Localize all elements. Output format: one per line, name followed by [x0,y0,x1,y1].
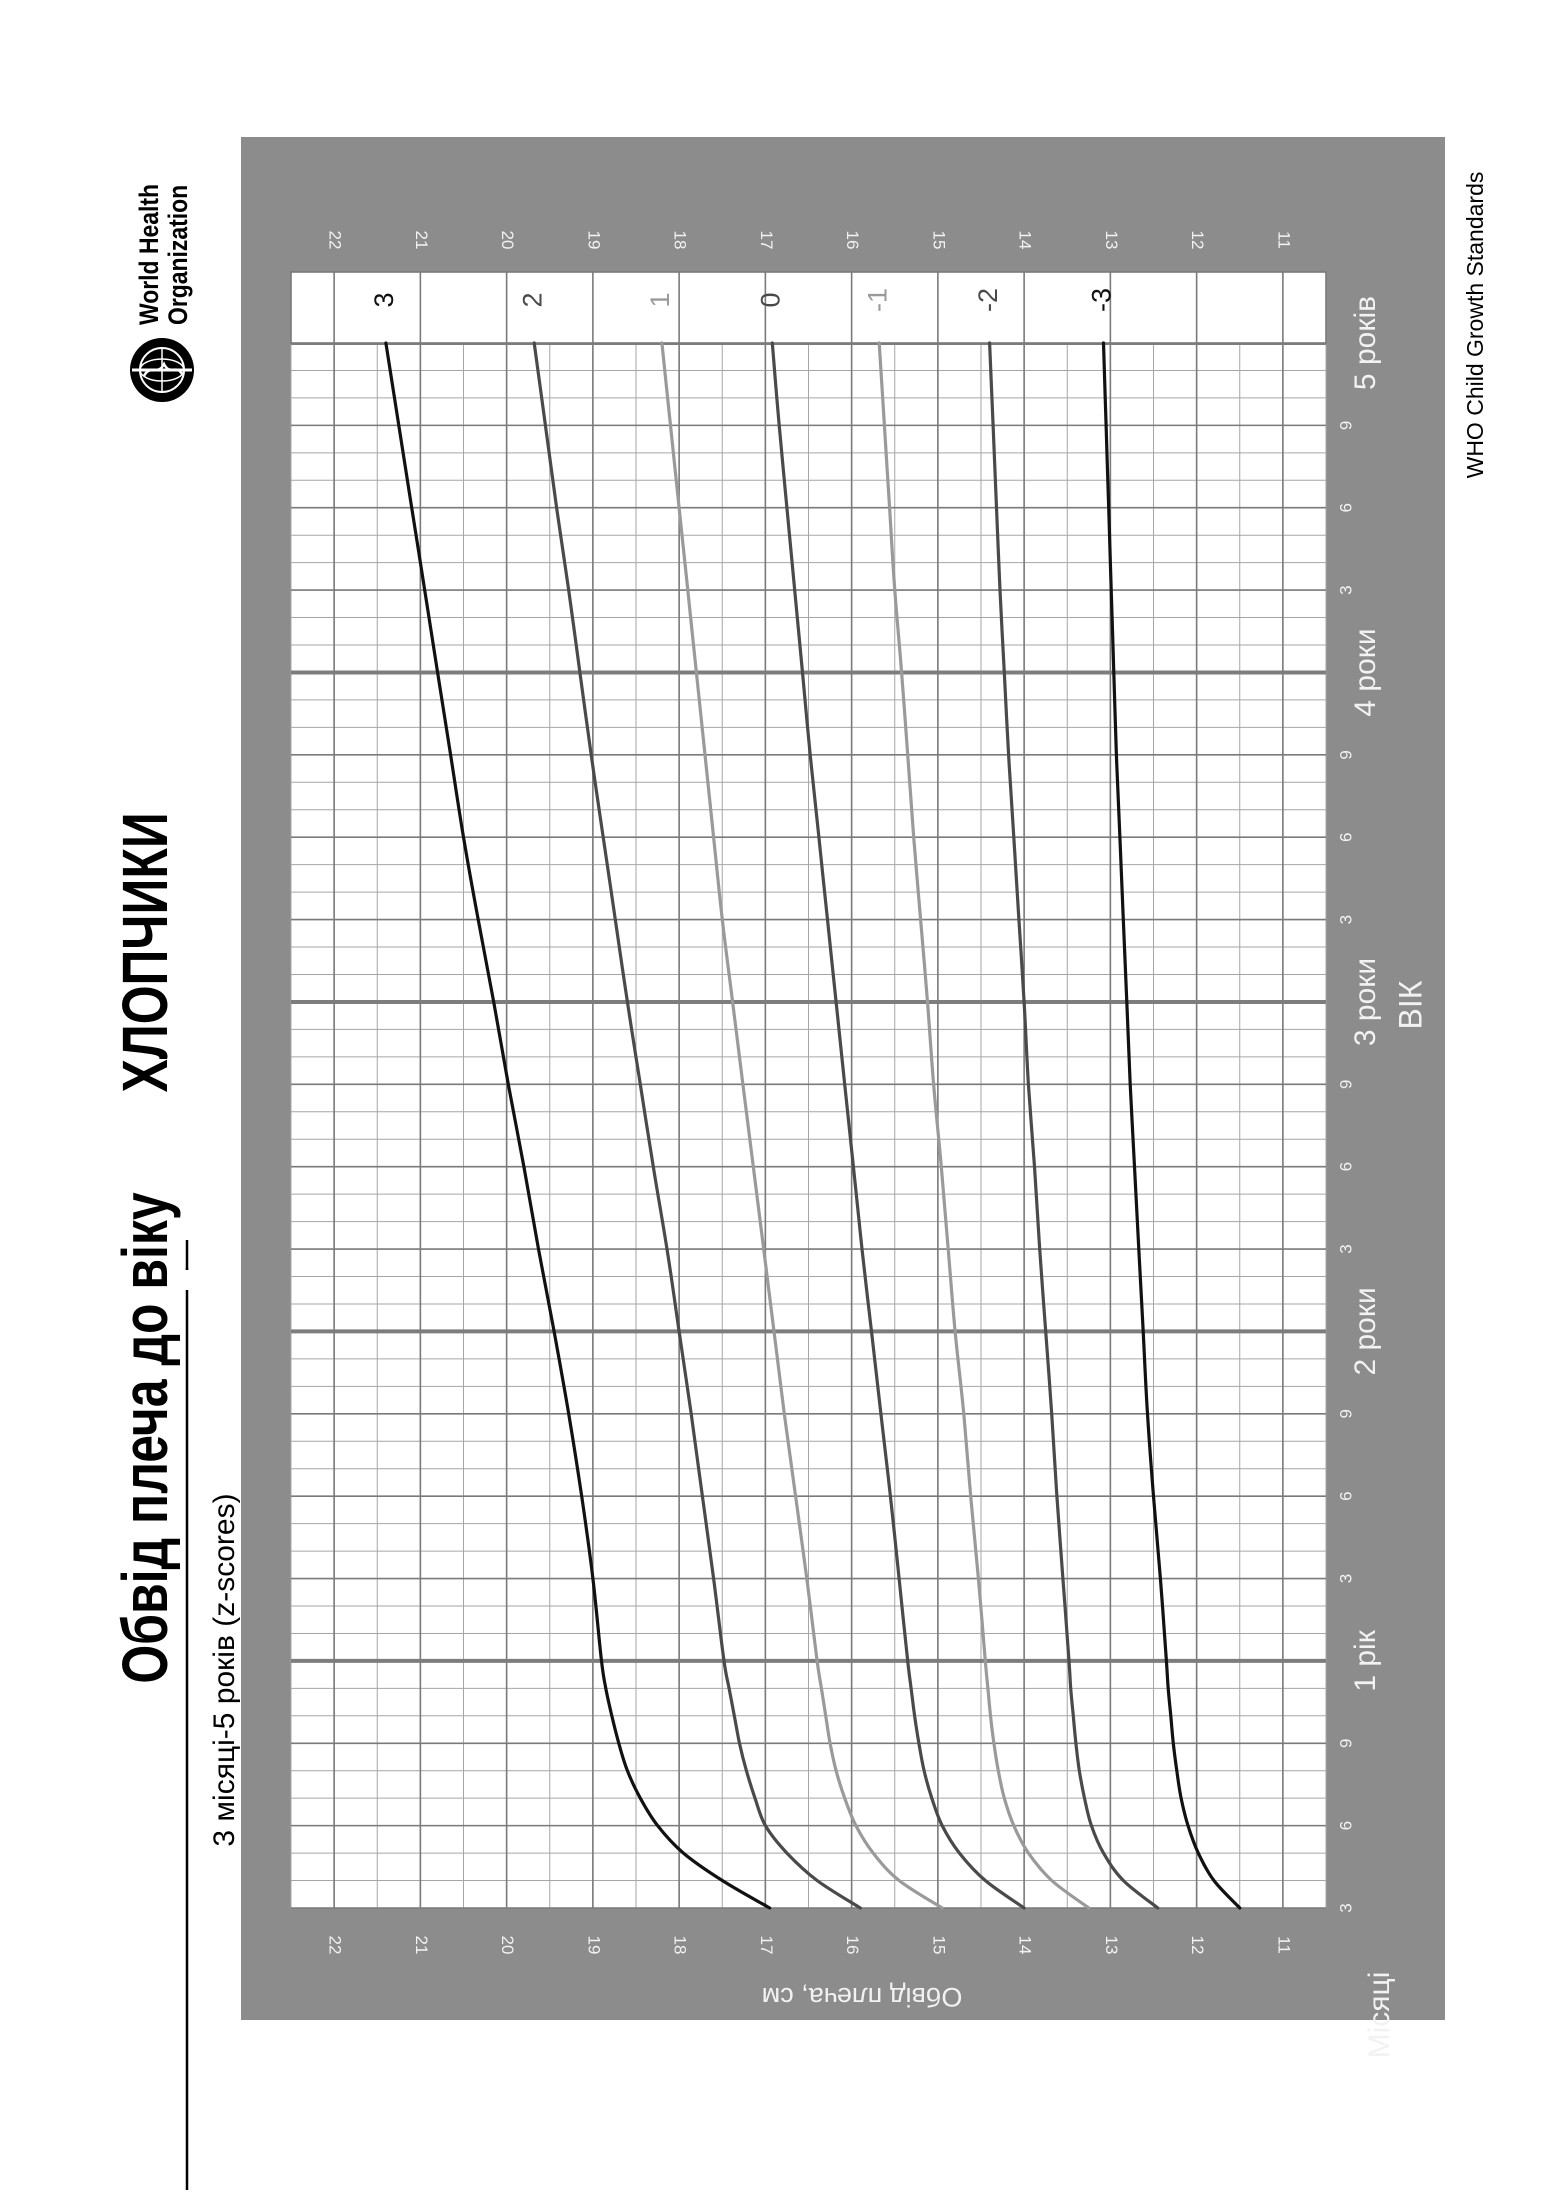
month-tick-label: 6 [1336,1161,1356,1172]
y-tick-label-bottom: 14 [1015,1935,1035,1955]
month-tick-label: 6 [1336,1820,1356,1831]
y-tick-label-top: 13 [1101,230,1121,250]
month-tick-label: 3 [1336,914,1356,925]
y-tick-label-top: 20 [498,230,518,250]
y-tick-label-top: 22 [325,230,345,250]
y-tick-label-bottom: 18 [670,1935,690,1955]
y-tick-label-top: 16 [843,230,863,250]
month-tick-label: 9 [1336,1409,1356,1419]
month-tick-label: 6 [1336,832,1356,842]
month-tick-label: 3 [1336,1573,1356,1584]
y-tick-label-bottom: 11 [1274,1936,1294,1954]
year-tick-label: 4 роки [1348,628,1382,717]
y-tick-label-top: 11 [1274,231,1294,249]
y-tick-label-top: 12 [1188,230,1208,250]
y-axis-title: Обвід плеча, см [761,1981,963,2012]
zscore-label-area [291,272,1326,343]
month-unit-label: Місяці [1362,1971,1396,2059]
who-logo [130,338,194,402]
y-tick-label-bottom: 20 [498,1935,518,1955]
y-tick-label-bottom: 15 [929,1935,949,1955]
y-tick-label-bottom: 13 [1101,1935,1121,1955]
month-tick-label: 6 [1336,1491,1356,1501]
month-tick-label: 9 [1336,1079,1356,1090]
month-tick-label: 3 [1336,585,1356,595]
month-tick-label: 9 [1336,420,1356,431]
y-tick-label-top: 17 [756,230,776,250]
y-tick-label-bottom: 16 [843,1935,863,1955]
year-tick-label: 2 роки [1348,1287,1382,1376]
month-tick-label: 3 [1336,1244,1356,1254]
series-label-z-2: 2 [517,292,548,308]
year-tick-label: 5 років [1348,295,1382,391]
y-tick-label-top: 18 [670,230,690,250]
y-tick-label-top: 14 [1015,230,1035,250]
month-tick-label: 6 [1336,503,1356,513]
y-tick-label-top: 19 [584,230,604,250]
page-title: Обвід плеча до віку ХЛОПЧИКИ [110,812,182,1684]
source-label: WHO Child Growth Standards [1462,171,1489,479]
series-label-z--1: -1 [862,287,893,313]
y-tick-label-top: 21 [411,230,431,250]
series-label-z-3: 3 [369,292,399,308]
series-label-z--3: -3 [1086,287,1117,313]
organization-name-line-2: Organization [163,184,194,325]
year-tick-label: 3 роки [1348,957,1382,1047]
month-tick-label: 9 [1336,1738,1356,1748]
y-tick-label-bottom: 21 [411,1935,431,1955]
title-group [110,812,181,1683]
organization-name-line-1: World Health [134,183,165,325]
y-tick-label-bottom: 22 [325,1935,345,1955]
year-tick-label: 1 рік [1348,1630,1382,1692]
subtitle: 3 місяці-5 років (z-scores) [207,1493,241,1847]
y-tick-label-bottom: 17 [756,1935,776,1955]
month-tick-label: 3 [1336,1903,1356,1913]
y-tick-label-bottom: 19 [584,1935,604,1955]
x-axis-title: ВІК [1392,980,1429,1030]
month-tick-label: 9 [1336,750,1356,760]
series-label-z-1: 1 [645,292,675,308]
y-tick-label-bottom: 12 [1188,1935,1208,1955]
series-label-z--2: -2 [972,287,1003,313]
y-tick-label-top: 15 [929,230,949,250]
series-label-z-0: 0 [755,292,786,308]
